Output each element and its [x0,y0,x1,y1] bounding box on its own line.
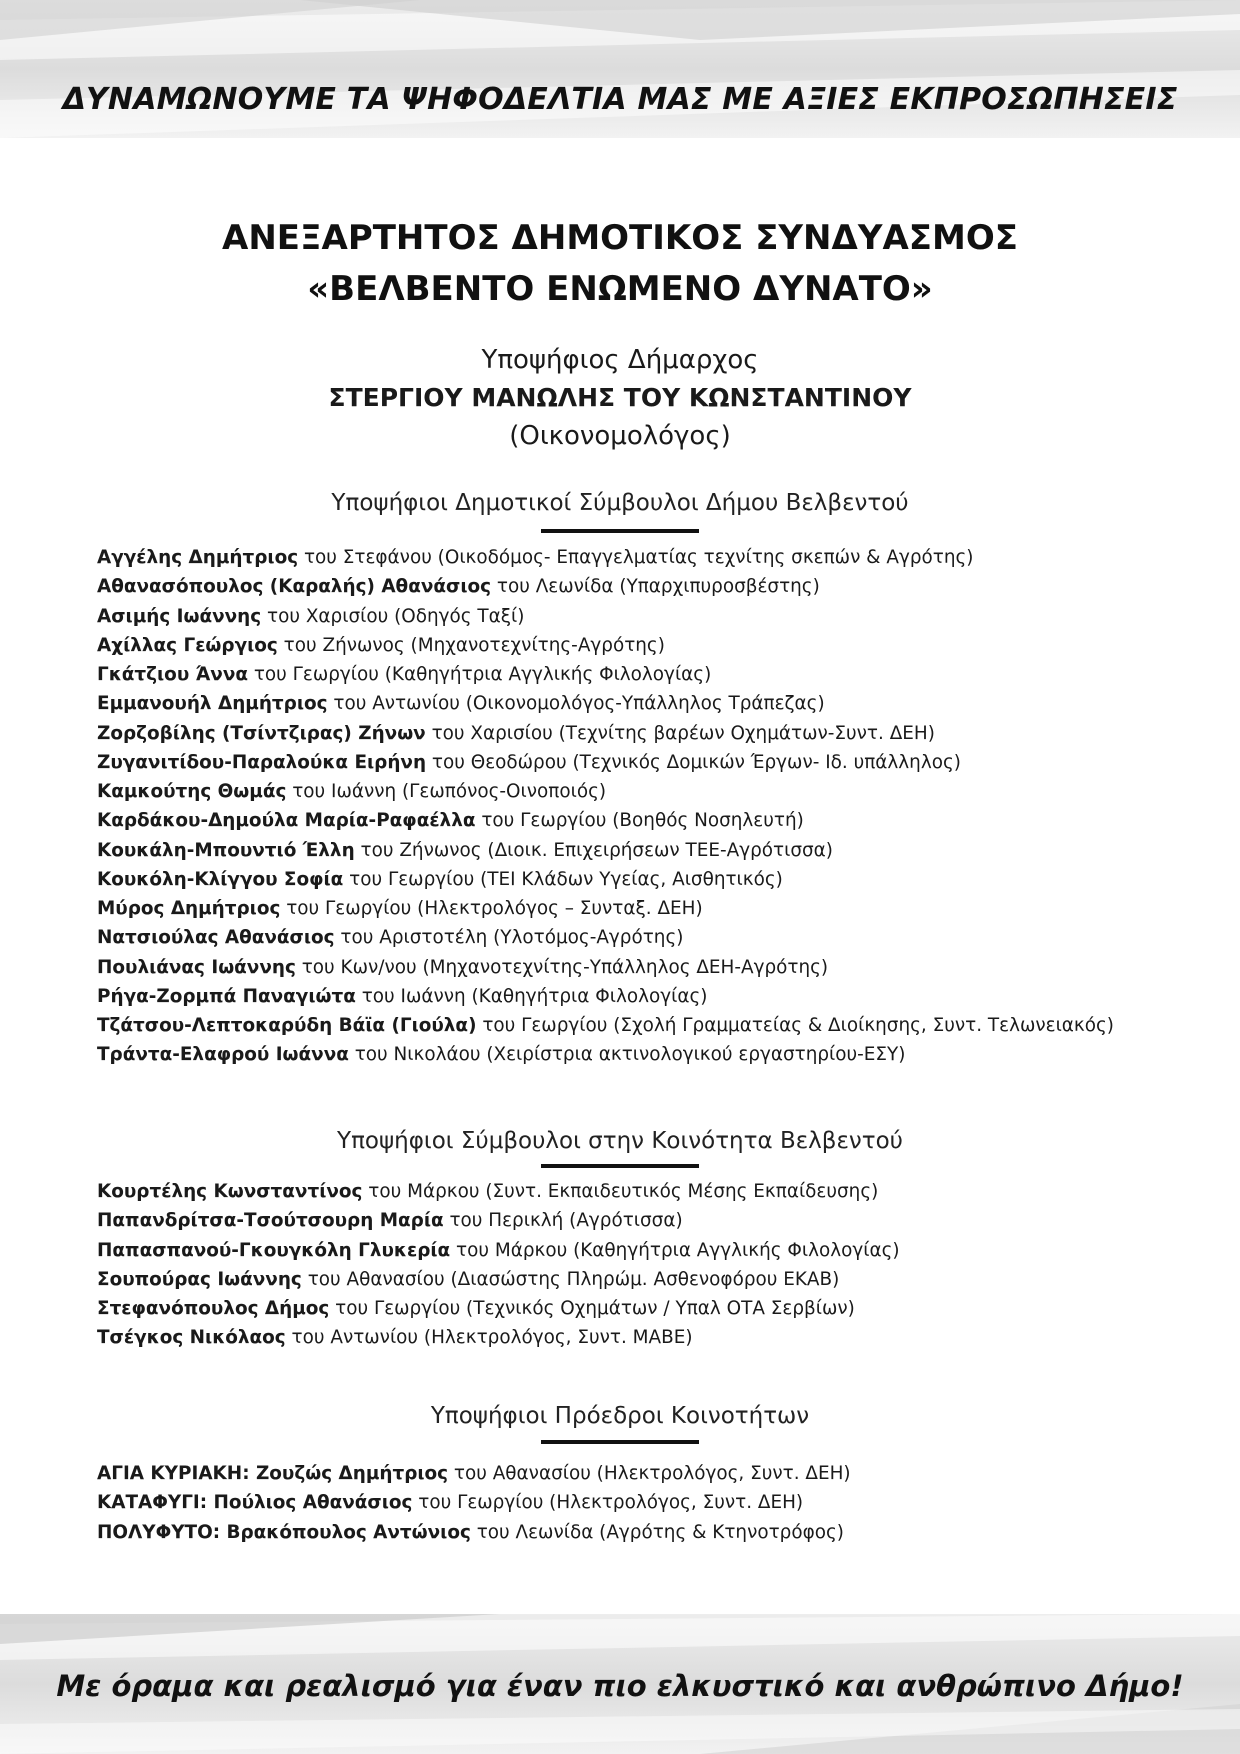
candidate-name: Ζυγανιτίδου-Παραλούκα Ειρήνη [97,751,427,773]
candidate-details: του Αθανασίου (Ηλεκτρολόγος, Συντ. ΔΕΗ) [448,1463,851,1484]
candidate-details: του Γεωργίου (Καθηγήτρια Αγγλικής Φιλολογίας) [248,664,712,685]
candidate-details: του Θεοδώρου (Τεχνικός Δομικών Έργων- Ιδ. υπάλληλος) [426,751,961,773]
candidate-details: του Γεωργίου (Σχολή Γραμματείας & Διοίκησης, Συντ. Τελωνειακός) [476,1015,1114,1036]
candidate-row [97,953,1217,982]
candidate-details: του Αριστοτέλη (Υλοτόμος-Αγρότης) [334,927,684,949]
candidate-details: του Ζήνωνος (Διοικ. Επιχειρήσεων ΤΕΕ-Αγρότισσα) [354,839,833,861]
candidate-details: του Αντωνίου (Οικονομολόγος-Υπάλληλος Τράπεζας) [327,693,825,715]
candidate-name: Εμμανουήλ Δημήτριος [97,693,328,715]
candidate-name: Στεφανόπουλος Δήμος [97,1298,330,1319]
candidate-name: Βρακόπουλος Αντώνιος [220,1521,471,1543]
candidate-name: Νατσιούλας Αθανάσιος [97,927,335,949]
candidate-name: Πουλιάνας Ιωάννης [97,956,296,978]
candidate-row [97,660,1217,689]
candidate-row [97,836,1217,865]
candidate-row [97,1518,1217,1547]
candidate-row [97,689,1217,718]
candidate-name: Γκάτζιου Άννα [97,664,248,685]
candidate-name: Τσέγκος Νικόλαος [97,1327,286,1349]
candidate-row [97,1040,1217,1069]
candidate-name: Καμκούτης Θωμάς [97,781,287,802]
candidate-details: του Λεωνίδα (Υπαρχιπυροσβέστης) [491,576,820,598]
candidate-row [97,1177,1217,1206]
header-band-decoration [0,0,1240,138]
party-title [0,213,1240,315]
candidate-row [97,543,1217,572]
candidate-name: Κουκόλη-Κλίγγου Σοφία [97,868,344,890]
candidate-row [97,572,1217,601]
presidents-candidates-list [97,1459,1217,1547]
footer-band [0,1614,1240,1754]
candidate-name: Αθανασόπουλος (Καραλής) Αθανάσιος [97,576,492,598]
candidate-name: Ζουζώς Δημήτριος [249,1463,449,1484]
candidate-details: του Νικολάου (Χειρίστρια ακτινολογικού εργαστηρίου-ΕΣΥ) [348,1044,906,1066]
candidate-row [97,719,1217,748]
candidate-row [97,748,1217,777]
candidate-name: Αγγέλης Δημήτριος [97,547,299,568]
candidate-name: Ζορζοβίλης (Τσίντζιρας) Ζήνων [97,722,426,744]
candidate-details: του Γεωργίου (Ηλεκτρολόγος, Συντ. ΔΕΗ) [412,1492,804,1514]
candidate-details: του Χαρισίου (Οδηγός Ταξί) [261,605,525,627]
candidate-row [97,1294,1217,1323]
candidate-details: του Ιωάννη (Καθηγήτρια Φιλολογίας) [355,985,708,1007]
community-heading-underline [541,1164,699,1168]
header-band [0,0,1240,138]
candidate-name: Παπανδρίτσα-Τσούτσουρη Μαρία [97,1210,444,1232]
candidate-details: του Ιωάννη (Γεωπόνος-Οινοποιός) [286,781,607,802]
candidate-details: του Λεωνίδα (Αγρότης & Κτηνοτρόφος) [470,1521,844,1543]
candidate-name: Πούλιος Αθανάσιος [207,1492,413,1514]
candidate-row [97,631,1217,660]
candidate-details: του Γεωργίου (ΤΕΙ Κλάδων Υγείας, Αισθητικός) [343,868,783,890]
party-title-line1: ΑΝΕΞΑΡΤΗΤΟΣ ΔΗΜΟΤΙΚΟΣ ΣΥΝΔΥΑΣΜΟΣ [222,218,1018,258]
candidate-row [97,1459,1217,1488]
candidate-row [97,777,1217,806]
candidate-row [97,602,1217,631]
candidate-details: του Μάρκου (Καθηγήτρια Αγγλικής Φιλολογίας) [450,1239,900,1261]
candidate-name: Κουκάλη-Μπουντιό Έλλη [97,839,355,861]
candidate-row [97,1206,1217,1235]
candidate-details: του Μάρκου (Συντ. Εκπαιδευτικός Μέσης Εκπαίδευσης) [362,1181,879,1202]
mayor-name: ΣΤΕΡΓΙΟΥ ΜΑΝΩΛΗΣ ΤΟΥ ΚΩΝΣΤΑΝΤΙΝΟΥ [328,383,912,412]
candidate-name: Κουρτέλης Κωνσταντίνος [97,1181,363,1202]
candidate-details: του Κων/νου (Μηχανοτεχνίτης-Υπάλληλος ΔΕΗ-Αγρότης) [295,956,829,978]
candidate-row [97,923,1217,952]
municipal-heading: Υποψήφιοι Δημοτικοί Σύμβουλοι Δήμου Βελβεντού [331,490,909,516]
candidate-name: Ρήγα-Ζορμπά Παναγιώτα [97,985,356,1007]
candidate-name: Παπασπανού-Γκουγκόλη Γλυκερία [97,1239,451,1261]
candidate-name: Αχίλλας Γεώργιος [97,634,278,656]
party-title-line2: «ΒΕΛΒΕΝΤΟ ΕΝΩΜΕΝΟ ΔΥΝΑΤΟ» [307,269,933,309]
candidate-row [97,865,1217,894]
candidate-row [97,1265,1217,1294]
candidate-row [97,982,1217,1011]
mayor-profession: (Οικονομολόγος) [509,421,731,451]
candidate-row [97,894,1217,923]
candidate-details: του Γεωργίου (Βοηθός Νοσηλευτή) [475,810,804,832]
community-candidates-list [97,1177,1217,1353]
municipal-heading-underline [541,529,699,533]
candidate-details: του Χαρισίου (Τεχνίτης βαρέων Οχημάτων-Συντ. ΔΕΗ) [425,722,935,744]
presidents-heading-underline [541,1440,699,1444]
mayor-role: Υποψήφιος Δήμαρχος [481,345,759,375]
candidate-row [97,1011,1217,1040]
community-heading: Υποψήφιοι Σύμβουλοι στην Κοινότητα Βελβεντού [337,1128,903,1154]
candidate-details: του Γεωργίου (Τεχνικός Οχημάτων / Υπαλ ΟΤΑ Σερβίων) [329,1298,855,1319]
candidate-name: Ασιμής Ιωάννης [97,605,262,627]
candidate-details: του Γεωργίου (Ηλεκτρολόγος – Συνταξ. ΔΕΗ) [280,898,703,919]
candidate-row [97,1323,1217,1352]
candidate-name: Τζάτσου-Λεπτοκαρύδη Βάϊα (Γιούλα) [97,1015,477,1036]
candidate-name: Σουπούρας Ιωάννης [97,1268,302,1290]
candidate-details: του Περικλή (Αγρότισσα) [443,1210,683,1232]
candidate-name: Μύρος Δημήτριος [97,898,281,919]
header-slogan: ΔΥΝΑΜΩΝΟΥΜΕ ΤΑ ΨΗΦΟΔΕΛΤΙΑ ΜΑΣ ΜΕ ΑΞΙΕΣ ΕΚΠΡΟΣΩΠΗΣΕΙΣ [62,82,1178,117]
candidate-details: του Αντωνίου (Ηλεκτρολόγος, Συντ. ΜΑΒΕ) [285,1327,693,1349]
candidate-name: Τράντα-Ελαφρού Ιωάννα [97,1044,349,1066]
candidate-details: του Στεφάνου (Οικοδόμος- Επαγγελματίας τεχνίτης σκεπών & Αγρότης) [298,547,974,568]
candidate-community: ΠΟΛΥΦΥΤΟ: [97,1521,221,1543]
candidate-row [97,1236,1217,1265]
candidate-row [97,806,1217,835]
candidate-details: του Αθανασίου (Διασώστης Πληρώμ. Ασθενοφόρου ΕΚΑΒ) [301,1268,840,1290]
presidents-heading: Υποψήφιοι Πρόεδροι Κοινοτήτων [430,1403,810,1429]
candidate-community: ΚΑΤΑΦΥΓΙ: [97,1492,208,1514]
municipal-candidates-list [97,543,1217,1070]
candidate-community: ΑΓΙΑ ΚΥΡΙΑΚΗ: [97,1463,250,1484]
candidate-details: του Ζήνωνος (Μηχανοτεχνίτης-Αγρότης) [277,634,665,656]
candidate-row [97,1488,1217,1517]
footer-slogan: Με όραμα και ρεαλισμό για έναν πιο ελκυστικό και ανθρώπινο Δήμο! [56,1669,1184,1703]
mayor-block [0,341,1240,455]
candidate-name: Καρδάκου-Δημούλα Μαρία-Ραφαέλλα [97,810,476,832]
